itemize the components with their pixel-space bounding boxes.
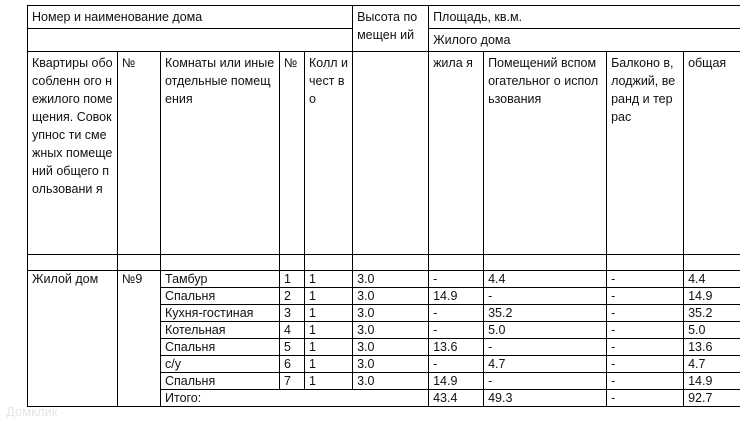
living-area: 14.9 [429,373,484,390]
room-number: 7 [280,373,305,390]
auxiliary-area: - [484,339,607,356]
total-column-header: общая [684,52,740,255]
auxiliary-column-header: Помещений вспомогательног о использования [484,52,607,255]
room-height: 3.0 [353,271,429,288]
balcony-area: - [607,288,684,305]
room-name: Кухня-гостиная [161,305,280,322]
auxiliary-area: - [484,288,607,305]
room-height: 3.0 [353,339,429,356]
room-number-column-header: № [280,52,305,255]
number-column-header: № [118,52,161,255]
totals-living: 43.4 [429,390,484,407]
room-area-table [27,5,740,407]
blank-row [28,255,740,271]
height-header: Высота помещен ий [353,6,429,52]
total-area: 13.6 [684,339,740,356]
height-column-spacer [353,52,429,255]
room-height: 3.0 [353,373,429,390]
balcony-area: - [607,271,684,288]
room-height: 3.0 [353,356,429,373]
room-count: 1 [305,288,353,305]
house-header: Номер и наименование дома [28,6,353,29]
house-header-spacer [28,29,353,52]
auxiliary-area: 5.0 [484,322,607,339]
total-area: 14.9 [684,373,740,390]
rooms-column-header: Комнаты или иные отдельные помещения [161,52,280,255]
balconies-column-header: Балконо в, лоджий, веранд и террас [607,52,684,255]
room-name: Тамбур [161,271,280,288]
living-area: - [429,271,484,288]
totals-label: Итого: [161,390,429,407]
auxiliary-area: - [484,373,607,390]
group-name: Жилой дом [28,271,118,407]
table-row [28,271,740,288]
living-column-header: жила я [429,52,484,255]
watermark: Домклик [6,404,58,419]
balcony-area: - [607,356,684,373]
apartments-column-header: Квартиры обособленн ого нежилого помещения. Совокупнос ти смежных помещений общего пользовани я [28,52,118,255]
balcony-area: - [607,322,684,339]
room-height: 3.0 [353,288,429,305]
room-count: 1 [305,305,353,322]
room-number: 6 [280,356,305,373]
room-number: 5 [280,339,305,356]
living-area: 13.6 [429,339,484,356]
room-count: 1 [305,356,353,373]
room-count: 1 [305,339,353,356]
count-column-header: Колл ичест во [305,52,353,255]
room-number: 3 [280,305,305,322]
group-number: №9 [118,271,161,407]
living-area: - [429,322,484,339]
living-area: 14.9 [429,288,484,305]
totals-balconies: - [607,390,684,407]
total-area: 4.4 [684,271,740,288]
total-area: 35.2 [684,305,740,322]
room-count: 1 [305,322,353,339]
total-area: 4.7 [684,356,740,373]
totals-total: 92.7 [684,390,740,407]
room-number: 1 [280,271,305,288]
room-name: Спальня [161,373,280,390]
auxiliary-area: 4.7 [484,356,607,373]
total-area: 14.9 [684,288,740,305]
room-name: Котельная [161,322,280,339]
auxiliary-area: 35.2 [484,305,607,322]
living-area: - [429,356,484,373]
total-area: 5.0 [684,322,740,339]
auxiliary-area: 4.4 [484,271,607,288]
room-name: с/у [161,356,280,373]
balcony-area: - [607,373,684,390]
living-house-header: Жилого дома [429,29,740,52]
balcony-area: - [607,339,684,356]
living-area: - [429,305,484,322]
balcony-area: - [607,305,684,322]
room-height: 3.0 [353,305,429,322]
room-number: 4 [280,322,305,339]
room-number: 2 [280,288,305,305]
area-header: Площадь, кв.м. [429,6,740,29]
totals-auxiliary: 49.3 [484,390,607,407]
room-name: Спальня [161,339,280,356]
room-name: Спальня [161,288,280,305]
room-count: 1 [305,271,353,288]
room-count: 1 [305,373,353,390]
room-height: 3.0 [353,322,429,339]
